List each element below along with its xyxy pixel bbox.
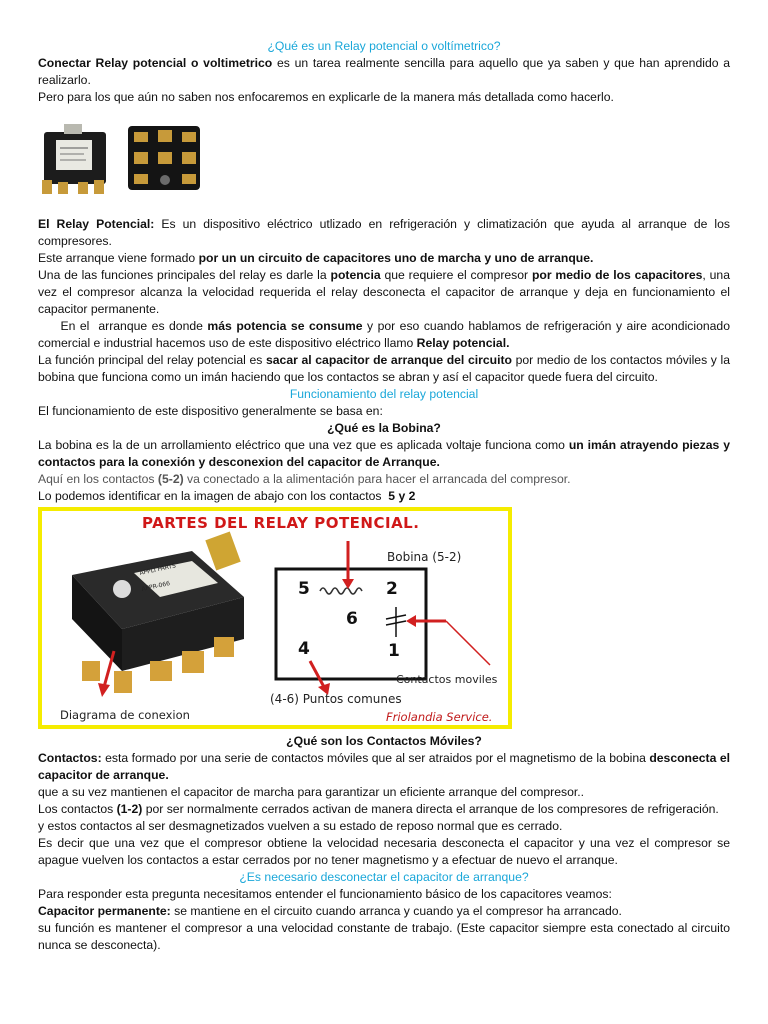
contactos-52-text-b: va conectado a la alimentación para hacer el arrancada del compresor. [183, 472, 571, 486]
paragraph-marcha: que a su vez mantienen el capacitor de marcha para garantizar un eficiente arranque del compresor.. [38, 785, 585, 799]
contactos-52-text-a: Aquí en los contactos [38, 472, 158, 486]
relay-photo [38, 118, 208, 198]
diagram-contactos-label: Contactos moviles [396, 673, 498, 686]
diagram-conexion-label: Diagrama de conexion [60, 708, 190, 722]
functions-bold-1: potencia [330, 268, 381, 282]
heading-desconectar: ¿Es necesario desconectar el capacitor de arranque? [239, 870, 529, 884]
arranque-bold-2: Relay potencial. [416, 336, 510, 350]
paragraph-contactos-52 [38, 471, 730, 488]
contactos-bold: Contactos: [38, 751, 102, 765]
terminal-1: 1 [388, 641, 400, 661]
contactos-12-text-a: Los contactos [38, 802, 117, 816]
intro-text: es un tarea realmente sencilla para aquello que ya saben y que han aprendido a realizarlo. [38, 56, 731, 87]
question-bobina-text: ¿Qué es la Bobina? [327, 421, 441, 435]
identify-bold: 5 y 2 [388, 489, 416, 503]
question-bobina [38, 420, 730, 437]
terminal-6: 6 [346, 609, 358, 629]
question-contactos [38, 733, 730, 750]
heading-relay-potencial: ¿Qué es un Relay potencial o voltímetrico? [267, 39, 501, 53]
paragraph-desmagnetizados: y estos contactos al ser desmagnetizados vuelven a su estado de reposo normal que es cerrado. [38, 819, 563, 833]
contactos-text: esta formado por una serie de contactos móviles que al ser atraidos por el magnetismo de la bobina [101, 751, 650, 765]
arranque-text-b: y por eso cuando hablamos de refrigeración y aire acondicionado comercial e industrial hacemos uso de este dispositivo eléctrico llamo [38, 319, 730, 350]
contactos-12-text-b: por ser normalmente cerrados activan de manera directa el arranque de los compresores de refrigeración. [142, 802, 719, 816]
paragraph-arranque [38, 318, 730, 352]
paragraph-contactos-12 [38, 801, 730, 818]
bobina-bold: un imán atrayendo piezas y contactos para la conexión y desconexion del capacitor de Arranque. [38, 438, 730, 469]
paragraph-circuit [38, 250, 730, 267]
intro-bold: Conectar Relay potencial o voltimetrico [38, 56, 273, 70]
contactos-bold-2: desconecta el capacitor de arranque. [38, 751, 730, 782]
contactos-12-bold: (1-2) [116, 802, 143, 816]
paragraph-capacitor-permanente [38, 903, 730, 920]
paragraph-es-decir: Es decir que una vez que el compresor obtiene la velocidad necesaria desconecta el capacitor y una vez el compresor se apague vuelven los contactos a estar cerrados por no tener magnetismo y a efectuar de nuevo el arranque. [38, 836, 730, 867]
identify-text: Lo podemos identificar en la imagen de abajo con los contactos [38, 489, 389, 503]
circuit-text: Este arranque viene formado [38, 251, 199, 265]
main-function-bold: sacar al capacitor de arranque del circuito [265, 353, 512, 367]
relay-brand-label: APPLI PARTS [138, 562, 177, 577]
diagram-bobina-label: Bobina (5-2) [387, 550, 462, 564]
diagram-title: PARTES DEL RELAY POTENCIAL. [142, 514, 420, 532]
capacitor-text: se mantiene en el circuito cuando arranca y cuando ya el compresor ha arrancado. [170, 904, 622, 918]
diagram-puntos-label: (4-6) Puntos comunes [270, 692, 402, 706]
terminal-4: 4 [298, 639, 310, 659]
arranque-text-a: En el arranque es donde [38, 319, 208, 333]
arranque-bold-1: más potencia se consume [207, 319, 363, 333]
diagram-brand-label: Friolandia Service. [386, 710, 493, 724]
paragraph-main-function [38, 352, 730, 386]
functions-bold-2: por medio de los capacitores [531, 268, 703, 282]
contactos-52-bold: (5-2) [157, 472, 184, 486]
paragraph-functions [38, 267, 730, 318]
terminal-5: 5 [298, 579, 310, 599]
paragraph-identify [38, 488, 730, 505]
functions-text-b: que requiere el compresor [380, 268, 532, 282]
paragraph-contactos [38, 750, 730, 784]
functions-text-c: , una vez el compresor alcanza la velocidad requerida el relay desconecta el capacitor de arranque y deja en funcionamiento el capacitor permanente. [38, 268, 730, 316]
paragraph-intro-2: Pero para los que aún no saben nos enfocaremos en explicarle de la manera más detallada como hacerlo. [38, 90, 614, 104]
bobina-text: La bobina es la de un arrollamiento eléctrico que una vez que es aplicada voltaje funciona como [38, 438, 569, 452]
relay-parts-diagram [38, 507, 512, 729]
functions-text-a: Una de las funciones principales del relay es darle la [38, 268, 331, 282]
paragraph-funcionamiento: El funcionamiento de este dispositivo generalmente se basa en: [38, 404, 383, 418]
document-page [38, 38, 730, 954]
paragraph-responder: Para responder esta pregunta necesitamos entender el funcionamiento básico de los capacitores veamos: [38, 887, 612, 901]
question-contactos-text: ¿Qué son los Contactos Móviles? [286, 734, 482, 748]
main-function-text-b: por medio de los contactos móviles y la bobina que funciona como un imán haciendo que los contactos se abran y así el capacitor quede fuera del circuito. [38, 353, 730, 384]
circuit-bold: por un un circuito de capacitores uno de marcha y uno de arranque. [198, 251, 594, 265]
definition-bold: El Relay Potencial: [38, 217, 155, 231]
capacitor-bold: Capacitor permanente: [38, 904, 171, 918]
relay-illustration [72, 532, 244, 697]
paragraph-bobina [38, 437, 730, 471]
paragraph-funcion: su función es mantener el compresor a una velocidad constante de trabajo. (Este capacitor siempre esta conectado al circuito nunca se desconecta). [38, 921, 730, 952]
main-function-text-a: La función principal del relay potencial es [38, 353, 266, 367]
terminal-2: 2 [386, 579, 398, 599]
heading-funcionamiento: Funcionamiento del relay potencial [289, 387, 479, 401]
relay-model-label: APPR-066 [140, 580, 171, 593]
paragraph-intro [38, 55, 730, 89]
definition-text: Es un dispositivo eléctrico utlizado en refrigeración y climatización que ayuda al arranque de los compresores. [38, 217, 730, 248]
paragraph-definition [38, 216, 730, 250]
